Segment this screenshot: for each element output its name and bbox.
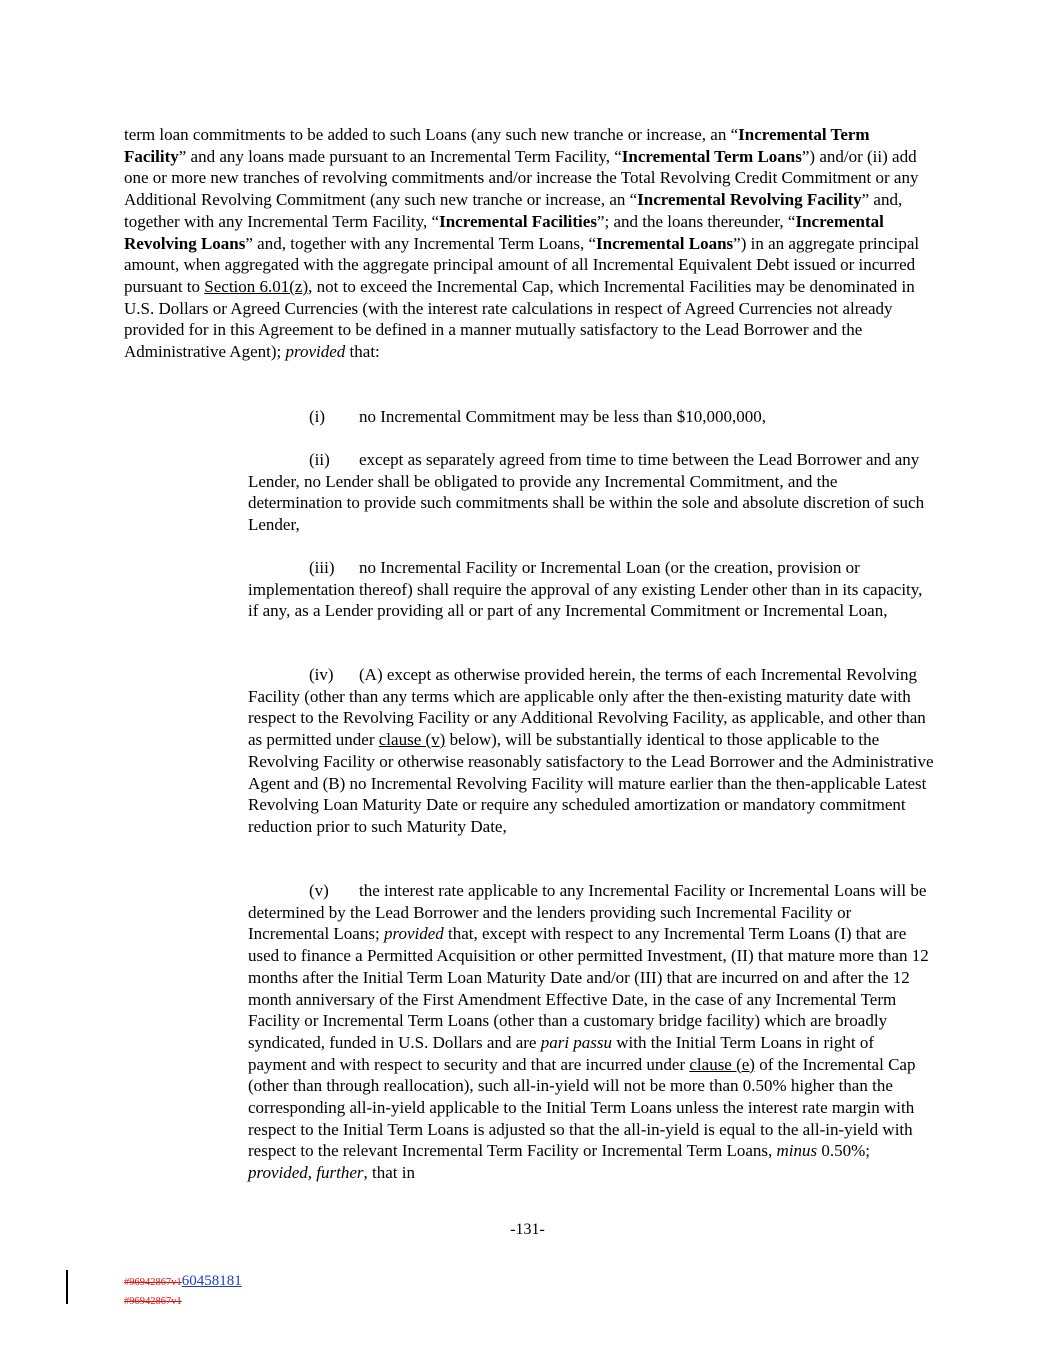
clause-run-0: the interest rate applicable to any Incremental Facility or Incremental Loans will be determined by the Lead Borrower and the lenders providing such Incremental Facility or Incremental Loans;: [248, 881, 927, 944]
clause-run-2: below), will be substantially identical to those applicable to the Revolving Facility or otherwise reasonably satisfactory to the Lead Borrower and the Administrative Agent and (B) no Incremental Revolving Facility will mature earlier than the then-applicable Latest Revolving Loan Maturity Date or require any scheduled amortization or mandatory commitment reduction prior to such Maturity Date,: [248, 730, 934, 836]
intro-run-8: ”; and the loans thereunder, “: [596, 211, 796, 231]
clause-run-6: of the Incremental Cap (other than through reallocation), such all-in-yield will not be more than 0.50% higher than the corresponding all-in-yield applicable to the Initial Term Loans unless the interest rate margin with respect to the Initial Term Loans is adjusted so that the all-in-yield is equal to the all-in-yield with respect to the relevant Incremental Term Facility or Incremental Term Loans,: [248, 1054, 916, 1161]
intro-run-9: Incremental Revolving Loans: [124, 211, 884, 253]
clause-ii: [248, 449, 934, 536]
intro-run-15: provided: [285, 342, 346, 362]
intro-run-1: Incremental Term Facility: [124, 125, 870, 166]
intro-run-0: term loan commitments to be added to such Loans (any such new tranche or increase, an “: [124, 125, 739, 144]
clause-run-0: except as separately agreed from time to time between the Lead Borrower and any Lender, no Lender shall be obligated to provide any Incremental Commitment, and the determination to provide such commitments shall be within the sole and absolute discretion of such Lender,: [248, 450, 925, 535]
clause-v: [248, 880, 934, 1184]
clause-run-0: (A) except as otherwise provided herein, the terms of each Incremental Revolving Facility (other than any terms which are applicable only after the then-existing maturity date with respect to the Revolving Facility or any Additional Revolving Facility, as applicable, and other than as permitted under: [248, 665, 926, 750]
intro-run-11: Incremental Loans: [596, 233, 734, 253]
old-document-id-2: #96942867v1: [124, 1296, 182, 1307]
clause-iii: [248, 557, 934, 622]
clause-iv: [248, 664, 934, 838]
clause-number: (iii): [309, 558, 335, 577]
intro-run-4: ”) and/or (ii) add one or more new tranches of revolving commitments and/or increase the Total Revolving Credit Commitment or any Additional Revolving Commitment (any such new tranche or increase, an “: [124, 146, 919, 210]
clause-number: (i): [309, 407, 326, 426]
change-bar: [66, 1270, 68, 1304]
clause-run-9: provided, further: [248, 1163, 364, 1183]
old-document-id: #96942867v1: [124, 1277, 182, 1288]
document-id-footer: [124, 1272, 242, 1310]
clause-run-7: minus: [776, 1141, 818, 1161]
clause-number: (iv): [309, 665, 334, 684]
clause-run-8: 0.50%;: [817, 1141, 871, 1161]
clause-run-1: provided: [383, 924, 444, 944]
intro-run-16: that:: [345, 342, 380, 362]
clause-run-0: no Incremental Commitment may be less than $10,000,000,: [359, 407, 766, 426]
document-page: [124, 124, 932, 363]
intro-run-7: Incremental Facilities: [439, 211, 597, 231]
intro-run-13: Section 6.01(z): [204, 276, 309, 296]
clause-i: [248, 406, 934, 428]
intro-run-5: Incremental Revolving Facility: [637, 190, 862, 210]
intro-paragraph: [124, 124, 932, 363]
clause-run-10: , that in: [363, 1163, 415, 1183]
clause-run-1: clause (v): [378, 730, 446, 750]
clause-run-2: that, except with respect to any Incremental Term Loans (I) that are used to finance a Permitted Acquisition or other permitted Investment, (II) that mature more than 12 months after the Initial Term Loan Maturity Date and/or (III) that are incurred on and after the 12 month anniversary of the First Amendment Effective Date, in the case of any Incremental Term Facility or Incremental Term Loans (other than a customary bridge facility) which are broadly syndicated, funded in U.S. Dollars and are: [248, 924, 929, 1052]
intro-run-10: ” and, together with any Incremental Term Loans, “: [245, 233, 597, 253]
clause-number: (ii): [309, 450, 330, 469]
new-document-id: 60458181: [181, 1273, 242, 1289]
intro-run-2: ” and any loans made pursuant to an Incremental Term Facility, “: [178, 146, 622, 166]
intro-run-6: ” and, together with any Incremental Term Facility, “: [124, 190, 903, 231]
intro-run-14: , not to exceed the Incremental Cap, which Incremental Facilities may be denominated in U.S. Dollars or Agreed Currencies (with the interest rate calculations in respect of Agreed Currencies not already provided for in this Agreement to be defined in a manner mutually satisfactory to the Lead Borrower and the Administrative Agent);: [124, 276, 915, 362]
intro-run-12: ”) in an aggregate principal amount, when aggregated with the aggregate principal amount of all Incremental Equivalent Debt issued or incurred pursuant to: [124, 233, 920, 296]
clause-run-5: clause (e): [689, 1054, 755, 1074]
clause-run-0: no Incremental Facility or Incremental Loan (or the creation, provision or implementation thereof) shall require the approval of any existing Lender other than in its capacity, if any, as a Lender providing all or part of any Incremental Commitment or Incremental Loan,: [248, 558, 923, 621]
clause-run-4: with the Initial Term Loans in right of payment and with respect to security and that are incurred under: [248, 1032, 874, 1074]
clause-run-3: pari passu: [540, 1032, 613, 1052]
page-number: -131-: [510, 1221, 545, 1238]
intro-run-3: Incremental Term Loans: [621, 146, 802, 166]
clause-number: (v): [309, 881, 329, 900]
